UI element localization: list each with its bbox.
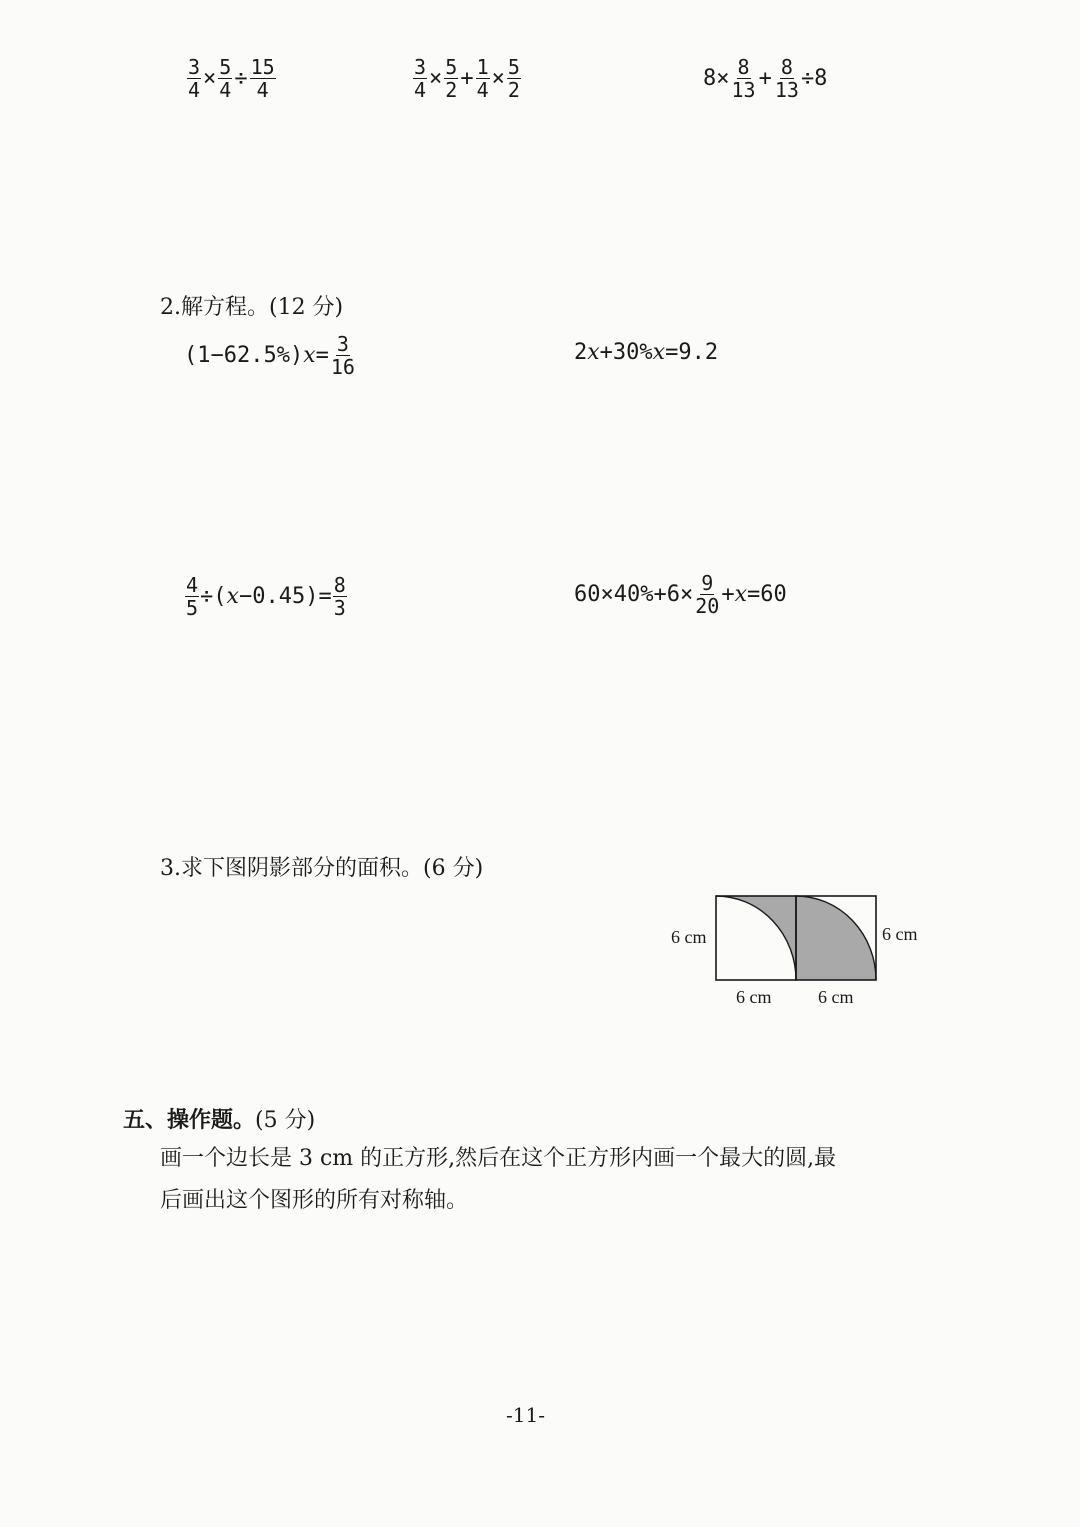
section5-title: 五、操作题。: [123, 1107, 256, 1133]
fraction: $\frac{3}{16}$: [330, 332, 355, 379]
fraction: $\frac{1}{4}$: [476, 55, 489, 102]
equation-1: (1−62.5%) x = $\frac{3}{16}$: [184, 332, 355, 379]
label-right-6cm: 6 cm: [882, 924, 918, 944]
equation-2: 2 x +30% x =9.2: [574, 340, 719, 365]
fraction: $\frac{5}{2}$: [507, 55, 520, 102]
fraction: $\frac{3}{4}$: [414, 55, 427, 102]
fraction: $\frac{8}{13}$: [774, 55, 799, 102]
fraction: $\frac{5}{4}$: [219, 55, 232, 102]
section2-heading: 2.解方程。(12 分): [160, 295, 344, 320]
equation-4: 60×40%+6× $\frac{9}{20}$ + x =60: [574, 571, 787, 618]
shaded-area-figure: [700, 885, 900, 995]
label-left-6cm: 6 cm: [671, 927, 707, 947]
section5-points: (5 分): [255, 1108, 316, 1133]
fraction: $\frac{8}{13}$: [731, 55, 756, 102]
expression-1: $\frac{3}{4}$ × $\frac{5}{4}$ ÷ $\frac{15}{4}$: [188, 55, 275, 102]
equation-3: $\frac{4}{5}$ ÷( x −0.45)= $\frac{8}{3}$: [186, 573, 346, 620]
fraction: $\frac{5}{2}$: [445, 55, 458, 102]
shaded-region-right: [796, 896, 876, 980]
section3-heading: 3.求下图阴影部分的面积。(6 分): [160, 856, 484, 881]
fraction: $\frac{9}{20}$: [695, 571, 720, 618]
expression-3: 8× $\frac{8}{13}$ + $\frac{8}{13}$ ÷8: [703, 55, 828, 102]
fraction: $\frac{15}{4}$: [250, 55, 275, 102]
expression-2: $\frac{3}{4}$ × $\frac{5}{2}$ + $\frac{1}{4}$ × $\frac{5}{2}$: [414, 55, 520, 102]
section5-line-1: 画一个边长是 3 cm 的正方形,然后在这个正方形内画一个最大的圆,最: [160, 1146, 837, 1171]
fraction: $\frac{4}{5}$: [186, 573, 199, 620]
section5-heading: [123, 1103, 315, 1134]
section5-line-2: 后画出这个图形的所有对称轴。: [160, 1188, 469, 1213]
page-number: -11-: [506, 1403, 545, 1427]
fraction: $\frac{8}{3}$: [333, 573, 346, 620]
fraction: $\frac{3}{4}$: [188, 55, 201, 102]
label-bottom-left-6cm: 6 cm: [736, 987, 772, 1007]
shaded-region-left: [716, 896, 796, 980]
label-bottom-right-6cm: 6 cm: [818, 987, 854, 1007]
